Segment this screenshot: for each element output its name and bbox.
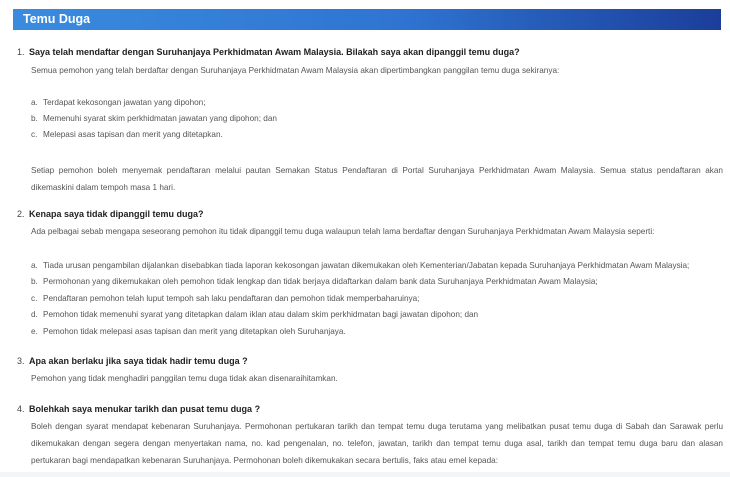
list-item: c. Pendaftaran pemohon telah luput tempoh sah laku pendaftaran dan pemohon tidak memperbaharuinya;	[31, 294, 420, 303]
list-item: c. Melepasi asas tapisan dan merit yang ditetapkan.	[31, 130, 223, 139]
question-text: Kenapa saya tidak dipanggil temu duga?	[29, 209, 204, 219]
question-number: 3.	[17, 356, 25, 366]
question-text: Saya telah mendaftar dengan Suruhanjaya Perkhidmatan Awam Malaysia. Bilakah saya akan dipanggil temu duga?	[29, 47, 520, 57]
list-item: d. Pemohon tidak memenuhi syarat yang ditetapkan dalam iklan atau dalam skim perkhidmatan bagi jawatan dipohon; dan	[31, 310, 479, 319]
faq-answer-3: Pemohon yang tidak menghadiri panggilan temu duga tidak akan disenaraihitamkan.	[31, 374, 338, 383]
faq-note-1: Setiap pemohon boleh menyemak pendaftaran melalui pautan Semakan Status Pendaftaran di Portal Suruhanjaya Perkhidmatan Awam Malaysia. Semua status pendaftaran akan dikemaskini dalam tempoh masa 1 hari.	[31, 166, 723, 192]
faq-question-3	[17, 356, 248, 366]
faq-answer-intro-1: Semua pemohon yang telah berdaftar dengan Suruhanjaya Perkhidmatan Awam Malaysia akan dipertimbangkan panggilan temu duga sekiranya:	[31, 66, 560, 75]
list-item: a. Terdapat kekosongan jawatan yang dipohon;	[31, 98, 206, 107]
faq-question-2	[17, 209, 204, 219]
list-item: e. Pemohon tidak melepasi asas tapisan dan merit yang ditetapkan oleh Suruhanjaya.	[31, 327, 346, 336]
question-number: 1.	[17, 47, 25, 57]
faq-answer-intro-2: Ada pelbagai sebab mengapa seseorang pemohon itu tidak dipanggil temu duga walaupun telah lama berdaftar dengan Suruhanjaya Perkhidmatan Awam Malaysia seperti:	[31, 227, 655, 236]
question-text: Apa akan berlaku jika saya tidak hadir temu duga ?	[29, 356, 248, 366]
list-item: b. Memenuhi syarat skim perkhidmatan jawatan yang dipohon; dan	[31, 114, 277, 123]
section-title: Temu Duga	[23, 12, 91, 26]
list-item: b. Permohonan yang dikemukakan oleh pemohon tidak lengkap dan tidak berjaya didaftarkan dalam bank data Suruhanjaya Perkhidmatan Awam Malaysia;	[31, 277, 598, 286]
question-number: 2.	[17, 209, 25, 219]
faq-question-4	[17, 404, 260, 414]
page-footer-strip	[0, 472, 730, 477]
question-number: 4.	[17, 404, 25, 414]
question-text: Bolehkah saya menukar tarikh dan pusat temu duga ?	[29, 404, 261, 414]
faq-answer-4: Boleh dengan syarat mendapat kebenaran Suruhanjaya. Permohonan pertukaran tarikh dan tempat temu duga terutama yang melibatkan pusat temu duga di Sabah dan Sarawak perlu dikemukakan dengan segera dengan menyertakan nama, no. kad pengenalan, no. telefon, jawatan, tarikh dan tempat temu duga asal, tarikh dan tempat temu duga baru dan alasan pertukaran bagi mendapatkan kebenaran Suruhanjaya. Permohonan boleh dikemukakan secara bertulis, faks atau emel kepada:	[31, 422, 723, 465]
faq-question-1	[17, 47, 520, 57]
list-item: a. Tiada urusan pengambilan dijalankan disebabkan tiada laporan kekosongan jawatan dikemukakan oleh Kementerian/Jabatan kepada Suruhanjaya Perkhidmatan Awam Malaysia;	[31, 261, 690, 270]
